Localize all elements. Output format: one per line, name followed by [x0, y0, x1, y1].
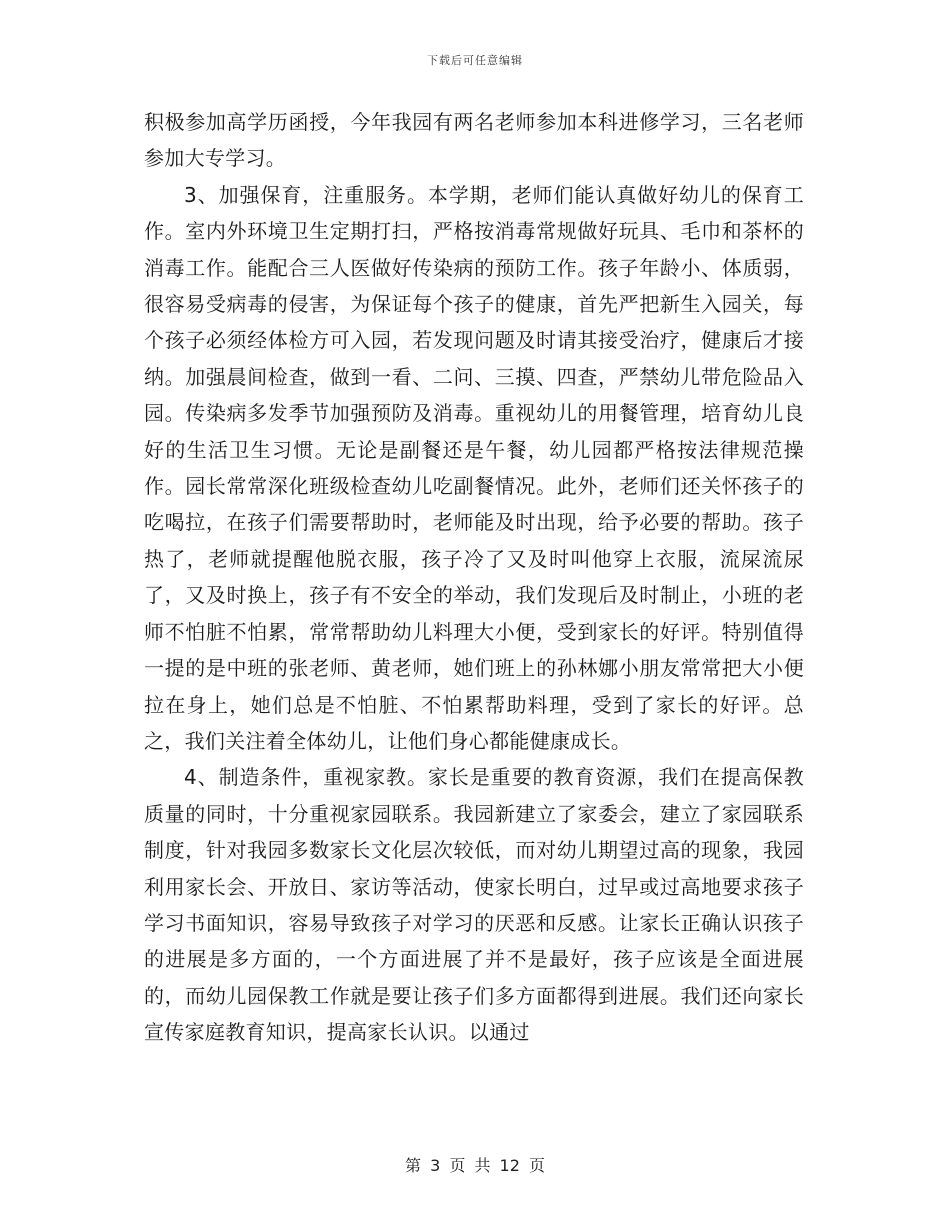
paragraph-continuation: 积极参加高学历函授，今年我园有两名老师参加本科进修学习，三名老师参加大专学习。 [144, 110, 804, 171]
paragraph-parent-education: 4、制造条件，重视家教。家长是重要的教育资源，我们在提高保教质量的同时，十分重视家园联系。我园新建立了家委会，建立了家园联系制度，针对我园多数家长文化层次较低，而对幼儿期望过高的现象，我园利用家长会、开放日、家访等活动，使家长明白，过早或过高地要求孩子学习书面知识，容易导致孩子对学习的厌恶和反感。让家长正确认识孩子的进展是多方面的，一个方面进展了并不是最好，孩子应该是全面进展的，而幼儿园保教工作就是要让孩子们多方面都得到进展。我们还向家长宣传家庭教育知识，提高家长认识。以通过 [144, 765, 804, 1045]
document-body [144, 104, 804, 1051]
page-number: 第 3 页 共 12 页 [405, 1156, 545, 1175]
page-header: 下载后可任意编辑 [427, 54, 523, 67]
paragraph-childcare: 3、加强保育，注重服务。本学期，老师们能认真做好幼儿的保育工作。室内外环境卫生定期打扫，严格按消毒常规做好玩具、毛巾和茶杯的消毒工作。能配合三人医做好传染病的预防工作。孩子年龄小、体质弱，很容易受病毒的侵害，为保证每个孩子的健康，首先严把新生入园关，每个孩子必须经体检方可入园，若发现问题及时请其接受治疗，健康后才接纳。加强晨间检查，做到一看、二问、三摸、四查，严禁幼儿带危险品入园。传染病多发季节加强预防及消毒。重视幼儿的用餐管理，培育幼儿良好的生活卫生习惯。无论是副餐还是午餐，幼儿园都严格按法律规范操作。园长常常深化班级检查幼儿吃副餐情况。此外，老师们还关怀孩子的吃喝拉，在孩子们需要帮助时，老师能及时出现，给予必要的帮助。孩子热了，老师就提醒他脱衣服，孩子冷了又及时叫他穿上衣服，流屎流尿了，又及时换上，孩子有不安全的举动，我们发现后及时制止，小班的老师不怕脏不怕累，常常帮助幼儿料理大小便，受到家长的好评。特别值得一提的是中班的张老师、黄老师，她们班上的孙林娜小朋友常常把大小便拉在身上，她们总是不怕脏、不怕累帮助料理，受到了家长的好评。总之，我们关注着全体幼儿，让他们身心都能健康成长。 [144, 182, 804, 753]
